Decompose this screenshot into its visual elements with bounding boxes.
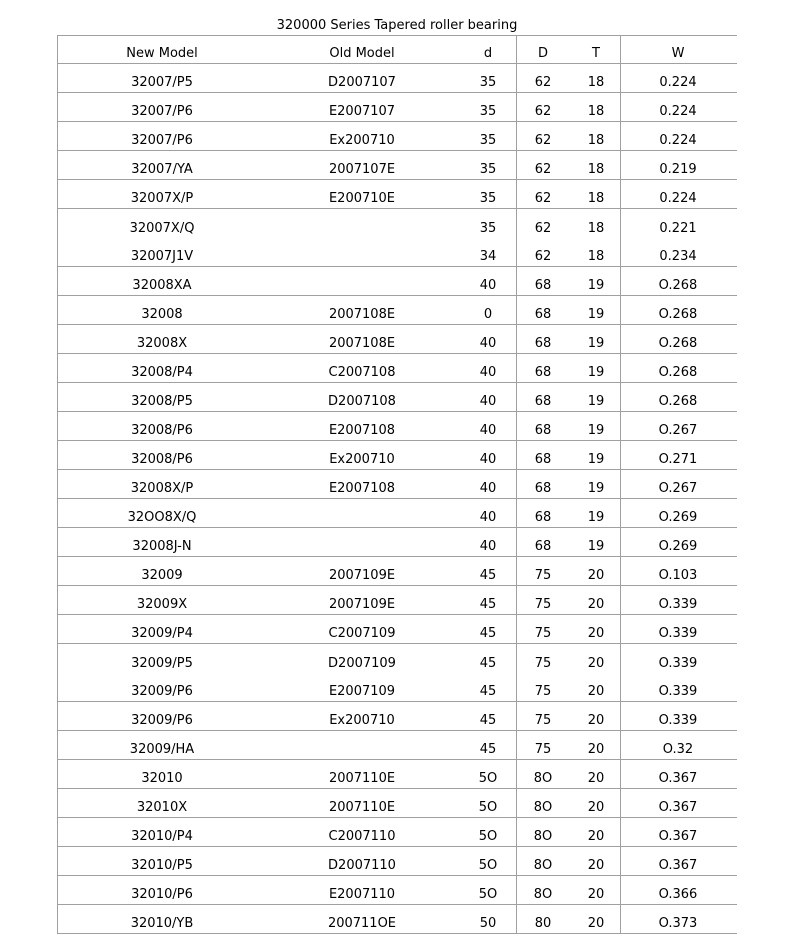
- cell-T: 20: [587, 800, 605, 815]
- table-row: [57, 412, 737, 441]
- table-row: [57, 702, 737, 731]
- table-row: [57, 383, 737, 412]
- cell-old-model: [262, 209, 462, 238]
- table-row: [57, 209, 737, 238]
- cell-old-model: E200710E: [328, 191, 396, 206]
- cell-W: O.339: [658, 656, 698, 671]
- cell-T: 20: [587, 858, 605, 873]
- cell-d: 40: [479, 365, 497, 380]
- cell-W: 0.221: [659, 221, 697, 236]
- table-row: [57, 876, 737, 905]
- cell-T: 20: [587, 656, 605, 671]
- cell-T: 19: [587, 510, 605, 525]
- cell-W: 0.224: [659, 133, 697, 148]
- cell-new-model: 32010X: [136, 800, 188, 815]
- cell-D: 8O: [533, 829, 553, 844]
- table-row: [57, 354, 737, 383]
- cell-D: 8O: [533, 887, 553, 902]
- cell-d: 40: [479, 423, 497, 438]
- cell-T: 20: [587, 887, 605, 902]
- cell-T: 19: [587, 481, 605, 496]
- cell-new-model: 32010: [141, 771, 183, 786]
- cell-d: 40: [479, 278, 497, 293]
- header-D: D: [537, 46, 548, 61]
- cell-old-model: Ex200710: [329, 452, 395, 467]
- cell-T: 19: [587, 423, 605, 438]
- table-row: [57, 789, 737, 818]
- cell-D: 75: [534, 626, 552, 641]
- table-row: [57, 905, 737, 934]
- cell-W: O.367: [658, 771, 698, 786]
- cell-d: 5O: [478, 771, 498, 786]
- cell-T: 18: [587, 191, 605, 206]
- table-row: [57, 93, 737, 122]
- cell-old-model: C2007108: [328, 365, 396, 380]
- cell-T: 18: [587, 133, 605, 148]
- table-row: [57, 615, 737, 644]
- cell-new-model: 32008/P6: [131, 452, 193, 467]
- cell-old-model: C2007109: [328, 626, 396, 641]
- table-row: [57, 818, 737, 847]
- cell-W: O.269: [658, 510, 698, 525]
- cell-old-model: E2007107: [328, 104, 396, 119]
- table-row: [57, 557, 737, 586]
- cell-T: 18: [587, 249, 605, 264]
- cell-new-model: 32008/P6: [131, 423, 193, 438]
- cell-new-model: 32009X: [136, 597, 188, 612]
- cell-d: 45: [479, 684, 497, 699]
- cell-new-model: 32008XA: [132, 278, 192, 293]
- cell-d: 5O: [478, 829, 498, 844]
- cell-new-model: 32009/P6: [131, 713, 193, 728]
- cell-D: 80: [534, 916, 552, 931]
- cell-W: O.339: [658, 597, 698, 612]
- cell-old-model: [262, 731, 462, 759]
- cell-W: O.268: [658, 394, 698, 409]
- cell-T: 20: [587, 568, 605, 583]
- cell-T: 20: [587, 626, 605, 641]
- table-row: [57, 470, 737, 499]
- cell-W: O.268: [658, 336, 698, 351]
- cell-d: 45: [479, 713, 497, 728]
- cell-D: 68: [534, 278, 552, 293]
- cell-W: O.339: [658, 626, 698, 641]
- header-d: d: [483, 46, 493, 61]
- cell-new-model: 32010/P6: [131, 887, 193, 902]
- cell-D: 68: [534, 307, 552, 322]
- cell-new-model: 32007X/Q: [129, 221, 195, 236]
- cell-D: 8O: [533, 771, 553, 786]
- cell-d: 40: [479, 452, 497, 467]
- cell-old-model: [262, 267, 462, 295]
- cell-W: 0.224: [659, 104, 697, 119]
- cell-W: O.268: [658, 307, 698, 322]
- cell-old-model: 2007109E: [328, 568, 396, 583]
- table-row: [57, 151, 737, 180]
- cell-T: 20: [587, 771, 605, 786]
- cell-D: 68: [534, 423, 552, 438]
- cell-new-model: 32OO8X/Q: [127, 510, 197, 525]
- cell-d: 50: [479, 916, 497, 931]
- cell-D: 68: [534, 481, 552, 496]
- cell-old-model: 200711OE: [327, 916, 397, 931]
- table-row: [57, 731, 737, 760]
- cell-W: O.367: [658, 858, 698, 873]
- cell-W: 0.219: [659, 162, 697, 177]
- cell-D: 62: [534, 162, 552, 177]
- cell-new-model: 32007J1V: [130, 249, 194, 264]
- cell-D: 68: [534, 365, 552, 380]
- header-W: W: [671, 46, 685, 61]
- cell-new-model: 32009/P5: [131, 656, 193, 671]
- table-row: [57, 847, 737, 876]
- cell-d: 45: [479, 656, 497, 671]
- cell-new-model: 32010/YB: [130, 916, 194, 931]
- cell-T: 20: [587, 713, 605, 728]
- cell-T: 20: [587, 742, 605, 757]
- cell-W: 0.224: [659, 75, 697, 90]
- table-row: [57, 528, 737, 557]
- cell-T: 19: [587, 365, 605, 380]
- cell-old-model: [262, 528, 462, 556]
- cell-T: 19: [587, 539, 605, 554]
- cell-d: 40: [479, 394, 497, 409]
- table-row: [57, 180, 737, 209]
- cell-new-model: 32009/HA: [129, 742, 195, 757]
- table-row: [57, 296, 737, 325]
- table-row: [57, 673, 737, 702]
- cell-W: O.268: [658, 365, 698, 380]
- cell-old-model: 2007110E: [328, 771, 396, 786]
- cell-T: 19: [587, 336, 605, 351]
- cell-new-model: 32008/P5: [131, 394, 193, 409]
- cell-old-model: E2007108: [328, 481, 396, 496]
- cell-D: 8O: [533, 800, 553, 815]
- cell-D: 62: [534, 133, 552, 148]
- cell-W: O.32: [662, 742, 694, 757]
- cell-old-model: Ex200710: [329, 133, 395, 148]
- table-row: [57, 644, 737, 673]
- cell-D: 75: [534, 742, 552, 757]
- table-row: [57, 325, 737, 354]
- cell-d: 5O: [478, 858, 498, 873]
- cell-D: 75: [534, 597, 552, 612]
- table-row: [57, 122, 737, 151]
- header-old-model: Old Model: [329, 46, 395, 61]
- cell-old-model: E2007108: [328, 423, 396, 438]
- cell-T: 18: [587, 221, 605, 236]
- cell-new-model: 32008X: [136, 336, 188, 351]
- table-row: [57, 586, 737, 615]
- cell-new-model: 32007/P6: [131, 133, 193, 148]
- cell-T: 20: [587, 597, 605, 612]
- cell-d: 40: [479, 336, 497, 351]
- header-new-model: New Model: [126, 46, 198, 61]
- cell-D: 75: [534, 713, 552, 728]
- cell-D: 75: [534, 568, 552, 583]
- cell-old-model: D2007110: [328, 858, 396, 873]
- cell-T: 19: [587, 452, 605, 467]
- cell-d: 35: [479, 75, 497, 90]
- cell-T: 20: [587, 829, 605, 844]
- cell-d: 0: [483, 307, 493, 322]
- cell-D: 62: [534, 221, 552, 236]
- cell-d: 40: [479, 510, 497, 525]
- cell-T: 20: [587, 916, 605, 931]
- cell-W: O.367: [658, 829, 698, 844]
- cell-old-model: 2007107E: [328, 162, 396, 177]
- cell-d: 5O: [478, 800, 498, 815]
- cell-new-model: 32010/P5: [131, 858, 193, 873]
- table-title: 320000 Series Tapered roller bearing: [276, 18, 518, 33]
- table-row: [57, 267, 737, 296]
- cell-old-model: E2007110: [328, 887, 396, 902]
- cell-new-model: 32008J-N: [132, 539, 192, 554]
- table-body: [57, 64, 737, 934]
- cell-old-model: D2007108: [328, 394, 396, 409]
- cell-T: 20: [587, 684, 605, 699]
- table-row: [57, 499, 737, 528]
- table-header-row: [57, 35, 737, 64]
- cell-new-model: 32008/P4: [131, 365, 193, 380]
- cell-T: 18: [587, 162, 605, 177]
- cell-W: O.339: [658, 684, 698, 699]
- cell-d: 45: [479, 626, 497, 641]
- cell-new-model: 32008X/P: [130, 481, 194, 496]
- cell-new-model: 32007X/P: [130, 191, 194, 206]
- cell-new-model: 32007/YA: [131, 162, 193, 177]
- cell-D: 68: [534, 336, 552, 351]
- cell-d: 45: [479, 568, 497, 583]
- cell-D: 68: [534, 394, 552, 409]
- cell-old-model: [262, 499, 462, 527]
- table-row: [57, 441, 737, 470]
- cell-d: 45: [479, 597, 497, 612]
- cell-D: 62: [534, 75, 552, 90]
- cell-new-model: 32009/P4: [131, 626, 193, 641]
- cell-old-model: 2007108E: [328, 307, 396, 322]
- cell-old-model: C2007110: [328, 829, 396, 844]
- cell-W: O.339: [658, 713, 698, 728]
- header-T: T: [592, 46, 600, 61]
- cell-D: 62: [534, 249, 552, 264]
- cell-old-model: [262, 238, 462, 266]
- cell-T: 18: [587, 75, 605, 90]
- cell-d: 35: [479, 221, 497, 236]
- cell-D: 68: [534, 452, 552, 467]
- cell-D: 68: [534, 510, 552, 525]
- cell-W: O.271: [658, 452, 698, 467]
- cell-d: 35: [479, 162, 497, 177]
- cell-T: 18: [587, 104, 605, 119]
- cell-d: 35: [479, 133, 497, 148]
- cell-W: O.367: [658, 800, 698, 815]
- cell-new-model: 32009/P6: [131, 684, 193, 699]
- cell-T: 19: [587, 307, 605, 322]
- cell-W: O.268: [658, 278, 698, 293]
- cell-old-model: D2007107: [328, 75, 396, 90]
- cell-d: 34: [479, 249, 497, 264]
- cell-W: O.366: [658, 887, 698, 902]
- cell-d: 5O: [478, 887, 498, 902]
- cell-old-model: D2007109: [328, 656, 396, 671]
- cell-new-model: 32008: [141, 307, 183, 322]
- cell-W: 0.224: [659, 191, 697, 206]
- table-row: [57, 64, 737, 93]
- cell-new-model: 32010/P4: [131, 829, 193, 844]
- cell-D: 62: [534, 191, 552, 206]
- bearing-table: [57, 35, 737, 934]
- cell-W: O.269: [658, 539, 698, 554]
- cell-old-model: 2007110E: [328, 800, 396, 815]
- cell-T: 19: [587, 278, 605, 293]
- cell-new-model: 32007/P6: [131, 104, 193, 119]
- cell-d: 40: [479, 539, 497, 554]
- cell-D: 75: [534, 656, 552, 671]
- cell-d: 35: [479, 191, 497, 206]
- cell-W: O.373: [658, 916, 698, 931]
- cell-W: 0.234: [659, 249, 697, 264]
- cell-d: 35: [479, 104, 497, 119]
- cell-d: 40: [479, 481, 497, 496]
- cell-D: 8O: [533, 858, 553, 873]
- cell-new-model: 32009: [141, 568, 183, 583]
- cell-D: 75: [534, 684, 552, 699]
- cell-D: 62: [534, 104, 552, 119]
- cell-new-model: 32007/P5: [131, 75, 193, 90]
- cell-W: O.267: [658, 423, 698, 438]
- cell-old-model: 2007109E: [328, 597, 396, 612]
- table-row: [57, 760, 737, 789]
- cell-old-model: E2007109: [328, 684, 396, 699]
- cell-W: O.267: [658, 481, 698, 496]
- cell-W: O.103: [658, 568, 698, 583]
- table-row: [57, 238, 737, 267]
- cell-T: 19: [587, 394, 605, 409]
- cell-old-model: Ex200710: [329, 713, 395, 728]
- cell-D: 68: [534, 539, 552, 554]
- cell-old-model: 2007108E: [328, 336, 396, 351]
- cell-d: 45: [479, 742, 497, 757]
